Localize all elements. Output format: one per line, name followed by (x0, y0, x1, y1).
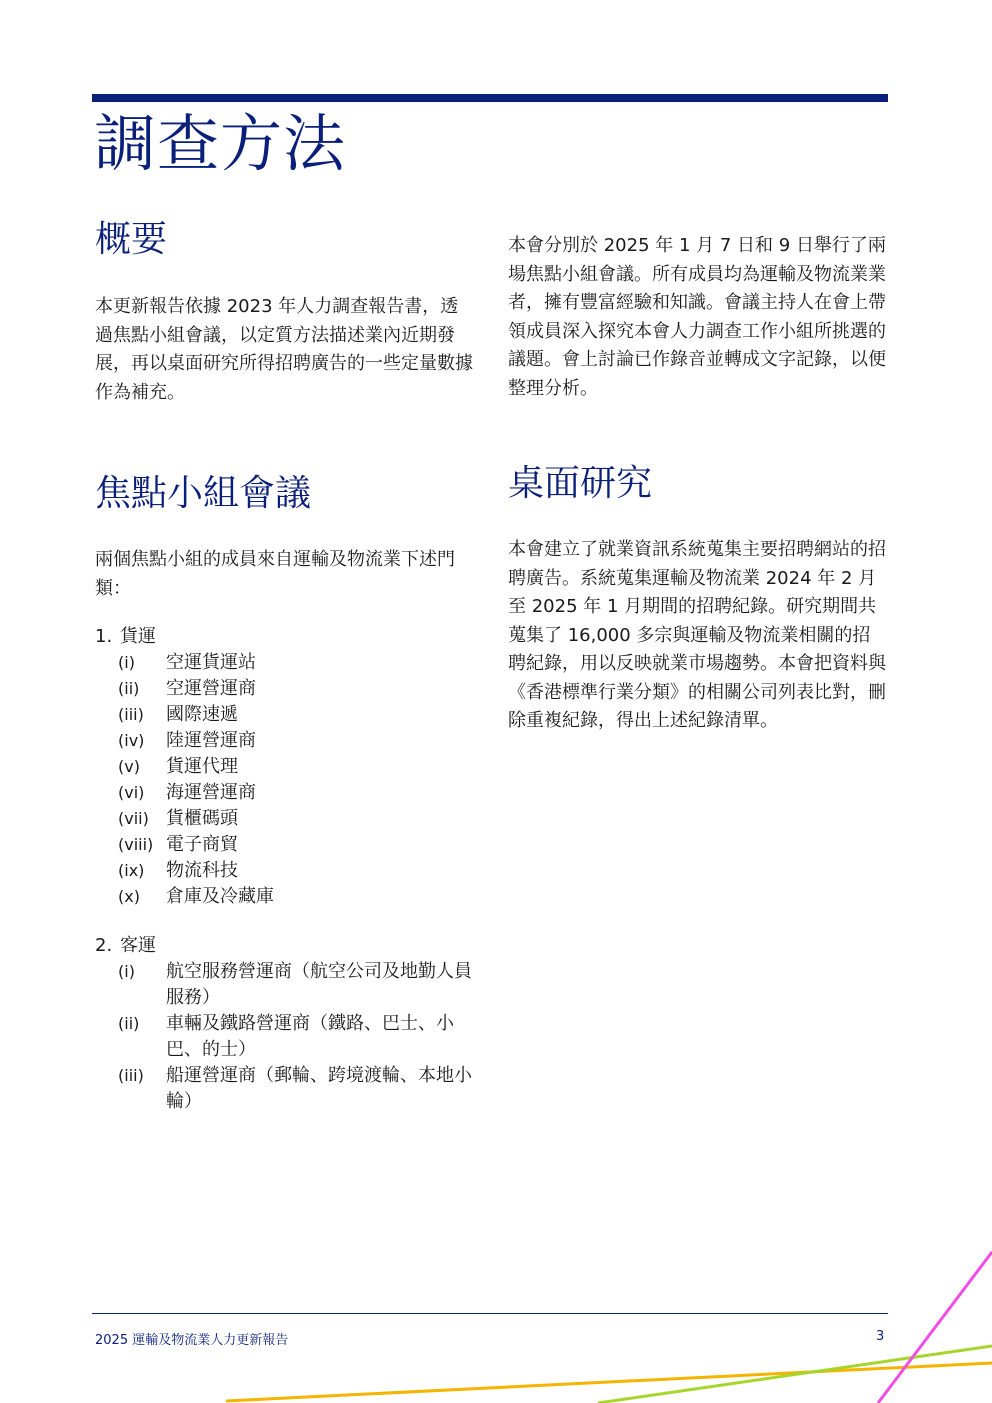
item-text: 海運營運商 (166, 782, 256, 803)
meetings-paragraph: 本會分別於 2025 年 1 月 7 日和 9 日舉行了兩場焦點小組會議。所有成員均為運輸及物流業業者，擁有豐富經驗和知識。會議主持人在會上帶領成員深入探究本會人力調查工作小組所挑選的議題。會上討論已作錄音並轉成文字記錄，以便整理分析。 (508, 235, 886, 399)
desk-research-heading: 桌面研究 (508, 463, 653, 504)
item-text: 車輛及鐵路營運商（鐵路、巴士、小巴、的士） (166, 1013, 454, 1060)
item-number: (ii) (118, 1014, 140, 1033)
page-number: 3 (876, 1329, 885, 1344)
item-number: (i) (118, 653, 135, 672)
footer-report-title: 2025 運輸及物流業人力更新報告 (95, 1333, 289, 1348)
item-number: (ix) (118, 861, 145, 880)
group-number: 2. (95, 935, 113, 956)
item-text: 貨運代理 (166, 756, 238, 777)
item-number: (vii) (118, 809, 149, 828)
overview-paragraph: 本更新報告依據 2023 年人力調查報告書，透過焦點小組會議，以定質方法描述業內近期發展，再以桌面研究所得招聘廣告的一些定量數據作為補充。 (95, 296, 473, 403)
group-number: 1. (95, 626, 113, 647)
group-label: 貨運 (120, 626, 156, 647)
item-number: (v) (118, 757, 140, 776)
focus-group-heading: 焦點小組會議 (95, 473, 312, 514)
group-label: 客運 (120, 935, 156, 956)
item-number: (ii) (118, 679, 140, 698)
item-number: (viii) (118, 835, 154, 854)
overview-heading: 概要 (95, 219, 168, 260)
orange-accent-line (226, 1363, 992, 1401)
item-text: 空運營運商 (166, 678, 256, 699)
focus-group-intro: 兩個焦點小組的成員來自運輸及物流業下述門類： (95, 549, 455, 599)
item-text: 倉庫及冷藏庫 (166, 886, 274, 907)
item-text: 貨櫃碼頭 (166, 808, 238, 829)
lime-accent-line (598, 1346, 992, 1403)
item-number: (i) (118, 962, 135, 981)
item-text: 船運營運商（郵輪、跨境渡輪、本地小輪） (166, 1065, 472, 1112)
item-text: 電子商貿 (166, 834, 238, 855)
desk-research-paragraph: 本會建立了就業資訊系統蒐集主要招聘網站的招聘廣告。系統蒐集運輸及物流業 2024 年 2 月至 2025 年 1 月期間的招聘紀錄。研究期間共蒐集了 16,000 多宗與運輸及物流業相關的招聘紀錄，用以反映就業市場趨勢。本會把資料與《香港標準行業分類》的相關公司列表比對，刪除重複紀錄，得出上述紀錄清單。 (508, 539, 886, 731)
item-text: 陸運營運商 (166, 730, 256, 751)
item-number: (x) (118, 887, 140, 906)
magenta-accent-line (878, 1252, 992, 1403)
item-number: (vi) (118, 783, 145, 802)
item-number: (iv) (118, 731, 145, 750)
item-number: (iii) (118, 705, 144, 724)
item-text: 空運貨運站 (166, 652, 256, 673)
page-title: 調查方法 (94, 107, 347, 180)
item-number: (iii) (118, 1066, 144, 1085)
item-text: 航空服務營運商（航空公司及地勤人員服務） (166, 961, 472, 1008)
item-text: 國際速遞 (166, 704, 238, 725)
item-text: 物流科技 (166, 860, 238, 881)
